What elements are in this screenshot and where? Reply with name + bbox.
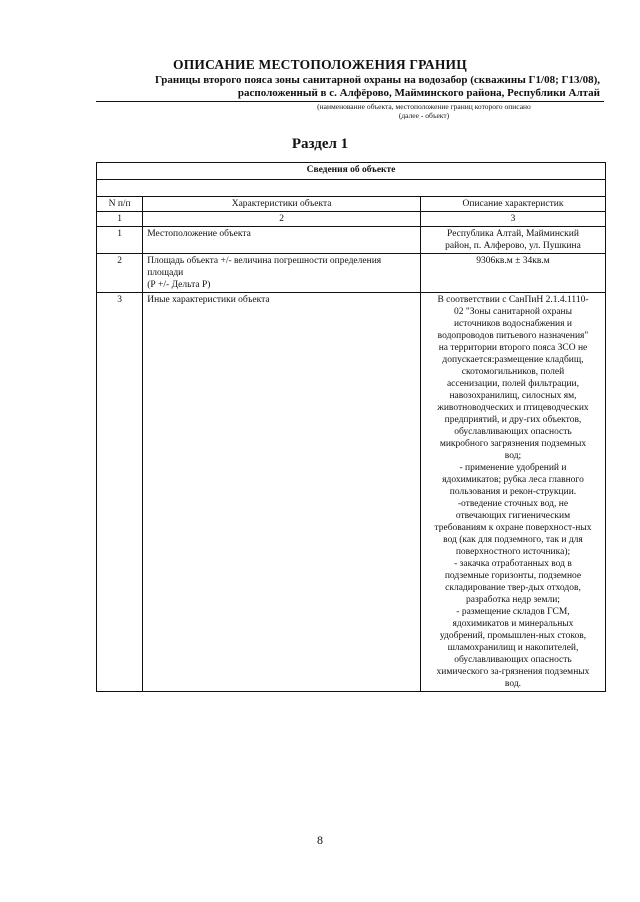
description-line: -отведение сточных вод, не (457, 499, 569, 509)
description-line: допускается:размещение кладбищ, (442, 355, 584, 365)
description-line: поверхностного источника); (455, 547, 571, 557)
description-line: на территории второго пояса ЗСО не (438, 343, 588, 353)
table-row (97, 254, 606, 293)
description-line: - размещение складов ГСМ, (456, 607, 570, 617)
row-number: 2 (97, 254, 143, 293)
description-line: обуславливающих опасность (454, 427, 572, 437)
description-line: обуславливающих опасность (454, 655, 572, 665)
description-line: отвечающих гигиеническим (455, 511, 571, 521)
column-header-description: Описание характеристик (420, 197, 605, 212)
characteristic-line: (Р +/- Дельта Р) (147, 280, 211, 290)
description-line: Республика Алтай, Майминский (447, 229, 579, 239)
description-line: складирование твер-дых отходов, (445, 583, 581, 593)
document-title: ОПИСАНИЕ МЕСТОПОЛОЖЕНИЯ ГРАНИЦ (173, 57, 467, 72)
row-characteristic (143, 254, 421, 293)
description-line: ядохимикатов; рубка леса главного (442, 475, 584, 485)
object-info-table (96, 162, 606, 692)
description-line: шламохранилищ и накопителей, (447, 643, 579, 653)
caption-line: (далее - объект) (398, 111, 450, 120)
description-line: пользования и рекон-струкции. (449, 487, 577, 497)
row-number: 1 (97, 227, 143, 254)
row-description (420, 227, 605, 254)
subtitle-line: Границы второго пояса зоны санитарной охраны на водозабор (скважины Г1/08; Г13/08), (154, 74, 600, 86)
column-header-characteristics: Характеристики объекта (143, 197, 421, 212)
description-line: предприятий, и дру-гих объектов, (444, 415, 582, 425)
column-number-row (97, 212, 606, 227)
description-line: разработка недр земли; (466, 595, 560, 605)
column-number: 3 (420, 212, 605, 227)
column-number: 2 (143, 212, 421, 227)
row-description (420, 293, 605, 692)
description-block (425, 294, 601, 690)
description-line: - закачка отработанных вод в (454, 559, 572, 569)
description-line: удобрений, промышлен-ных стоков, (439, 631, 587, 641)
description-line: вод (как для подземного, так и для (443, 535, 583, 545)
table-blank-row (97, 180, 606, 197)
row-number: 3 (97, 293, 143, 692)
description-line: скотомогильников, полей (461, 367, 565, 377)
description-line: водопроводов питьевого назначения" (437, 331, 589, 341)
description-line: подземные горизонты, подземное (444, 571, 582, 581)
characteristic-line: площади (147, 268, 184, 278)
description-line: - применение удобрений и (459, 463, 567, 473)
row-description: 9306кв.м ± 34кв.м (420, 254, 605, 293)
subtitle-line: расположенный в с. Алфёрово, Майминского района, Республики Алтай (237, 87, 600, 99)
description-line: навозохранилищ, силосных ям, (449, 391, 577, 401)
object-caption (96, 102, 604, 120)
description-line: В соответствии с СанПиН 2.1.4.1110- (437, 295, 589, 305)
document-subtitle (100, 74, 600, 100)
description-line: 02 "Зоны санитарной охраны (453, 307, 572, 317)
description-line: животноводческих и птицеводческих (437, 403, 589, 413)
column-header-row (97, 197, 606, 212)
column-header-num: N п/п (97, 197, 143, 212)
characteristic-line: Площадь объекта +/- величина погрешности определения (147, 256, 382, 266)
table-row (97, 227, 606, 254)
page-number: 8 (317, 833, 323, 847)
description-line: ассенизации, полей фильтрации, (446, 379, 580, 389)
description-line: вод; (504, 451, 522, 461)
description-line: химического за-грязнения подземных (436, 667, 590, 677)
description-line: источников водоснабжения и (453, 319, 572, 329)
description-line: вод. (504, 679, 522, 689)
description-line: район, п. Алферово, ул. Пушкина (445, 241, 581, 251)
description-line: микробного загрязнения подземных (439, 439, 587, 449)
table-heading: Сведения об объекте (97, 163, 606, 180)
section-title: Раздел 1 (291, 136, 349, 152)
row-characteristic: Иные характеристики объекта (143, 293, 421, 692)
caption-line: (наименование объекта, местоположение границ которого описано (317, 102, 531, 111)
description-line: требованиям к охране поверхност-ных (434, 523, 592, 533)
description-line: ядохимикатов и минеральных (452, 619, 574, 629)
row-characteristic: Местоположение объекта (143, 227, 421, 254)
table-row (97, 293, 606, 692)
table-heading-row (97, 163, 606, 180)
column-number: 1 (97, 212, 143, 227)
